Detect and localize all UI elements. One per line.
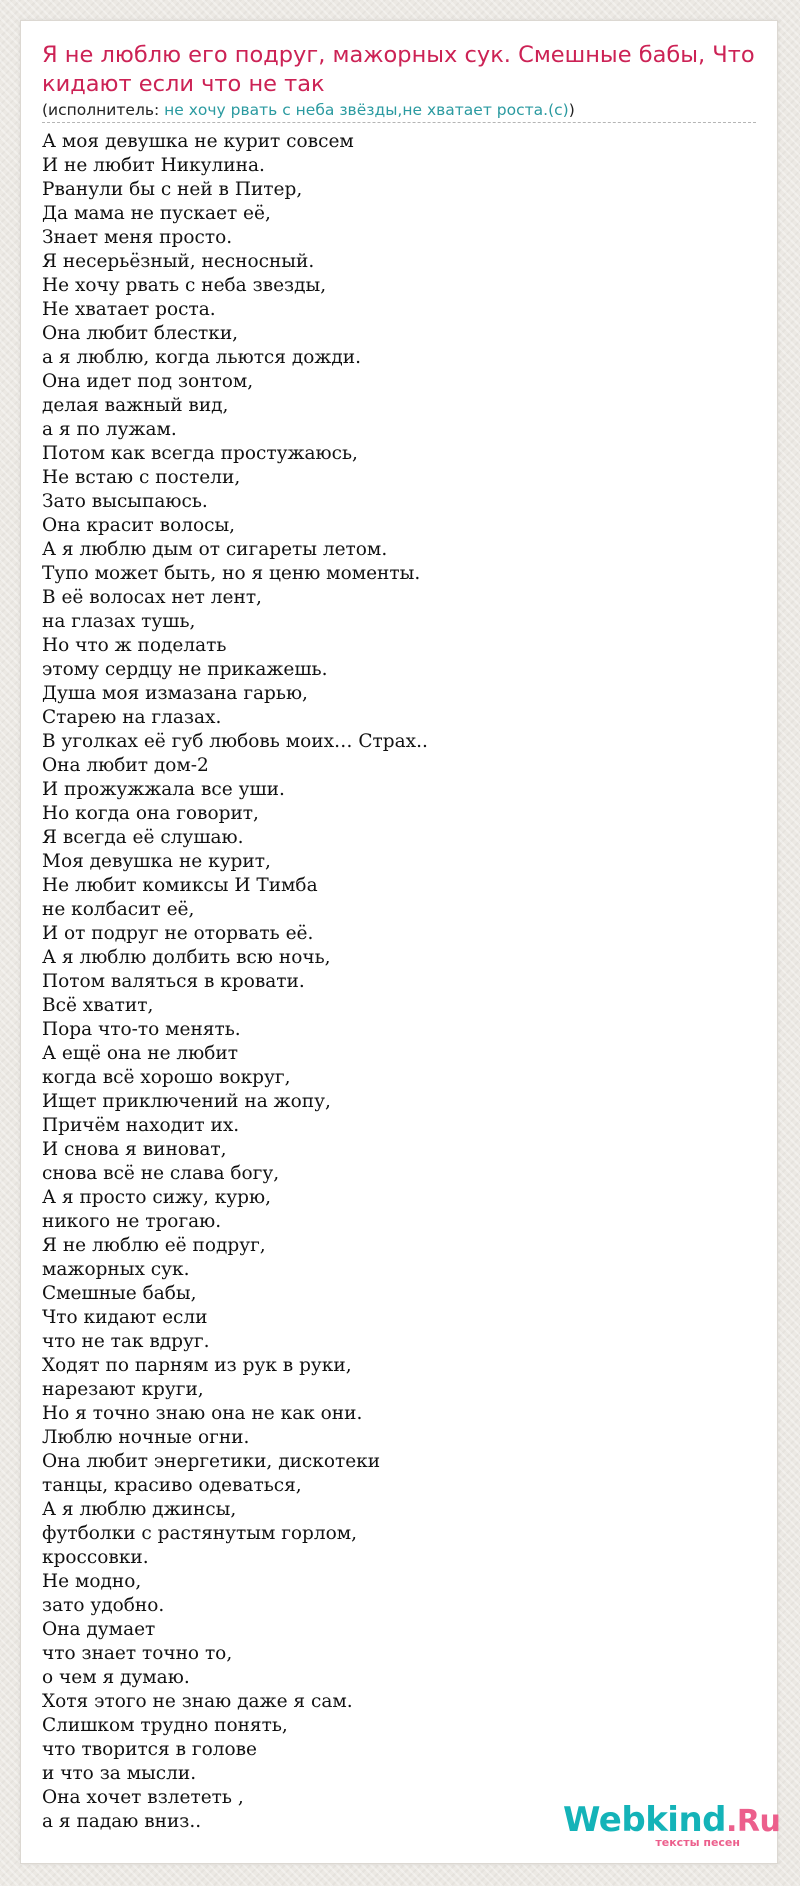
lyric-line: Не модно, (42, 1571, 142, 1592)
lyric-line: Хотя этого не знаю даже я сам. (42, 1691, 353, 1712)
lyric-line: В уголках её губ любовь моих… Страх.. (42, 731, 428, 752)
lyric-line: Но я точно знаю она не как они. (42, 1403, 363, 1424)
lyric-line: Зато высыпаюсь. (42, 491, 208, 512)
lyric-line: Она красит волосы, (42, 515, 236, 536)
lyric-line: Ходят по парням из рук в руки, (42, 1355, 352, 1376)
lyric-line: этому сердцу не прикажешь. (42, 659, 328, 680)
lyric-line: И не любит Никулина. (42, 155, 265, 176)
lyric-line: кроссовки. (42, 1547, 149, 1568)
performer-line (42, 100, 756, 123)
lyric-line: Ищет приключений на жопу, (42, 1091, 331, 1112)
lyric-line: что знает точно то, (42, 1643, 233, 1664)
logo-domain: .Ru (726, 1804, 781, 1839)
lyric-line: Люблю ночные огни. (42, 1427, 250, 1448)
performer-suffix: ) (568, 101, 575, 119)
lyric-line: И от подруг не оторвать её. (42, 923, 314, 944)
lyric-line: Не хватает роста. (42, 299, 216, 320)
lyric-line: что творится в голове (42, 1739, 257, 1760)
lyric-line: Слишком трудно понять, (42, 1715, 288, 1736)
lyric-line: Потом как всегда простужаюсь, (42, 443, 358, 464)
lyric-line: никого не трогаю. (42, 1211, 222, 1232)
lyric-line: мажорных сук. (42, 1259, 190, 1280)
lyric-line: Она любит энергетики, дискотеки (42, 1451, 381, 1472)
lyric-line: Да мама не пускает её, (42, 203, 271, 224)
lyric-line: Но что ж поделать (42, 635, 227, 656)
lyric-line: Душа моя измазана гарью, (42, 683, 308, 704)
lyric-line: и что за мысли. (42, 1763, 197, 1784)
content-card (20, 20, 781, 1864)
lyric-line: Что кидают если (42, 1307, 208, 1328)
lyric-line: Всё хватит, (42, 995, 154, 1016)
lyric-line: И прожужжала все уши. (42, 779, 285, 800)
lyric-line: А я люблю джинсы, (42, 1499, 237, 1520)
lyric-line: нарезают круги, (42, 1379, 204, 1400)
lyric-line: на глазах тушь, (42, 611, 196, 632)
lyric-line: Я не люблю её подруг, (42, 1235, 266, 1256)
logo-tagline: тексты песен (655, 1836, 740, 1849)
lyric-line: Но когда она говорит, (42, 803, 259, 824)
lyric-line: а я падаю вниз.. (42, 1811, 202, 1832)
lyric-line: снова всё не слава богу, (42, 1163, 280, 1184)
lyric-line: Не любит комиксы И Тимба (42, 875, 318, 896)
lyrics-body (42, 130, 742, 1834)
performer-prefix: (исполнитель: (42, 101, 165, 119)
lyric-line: когда всё хорошо вокруг, (42, 1067, 291, 1088)
lyric-line: футболки с растянутым горлом, (42, 1523, 358, 1544)
lyric-line: Старею на глазах. (42, 707, 222, 728)
lyric-line: Рванули бы с ней в Питер, (42, 179, 303, 200)
lyric-line: Она идет под зонтом, (42, 371, 254, 392)
lyric-line: Не встаю с постели, (42, 467, 241, 488)
performer-link[interactable]: не хочу рвать с неба звёзды,не хватает роста.(с) (164, 101, 569, 119)
lyric-line: Она любит дом-2 (42, 755, 209, 776)
lyric-line: танцы, красиво одеваться, (42, 1475, 302, 1496)
lyric-line: А ещё она не любит (42, 1043, 238, 1064)
lyric-line: А я просто сижу, курю, (42, 1187, 272, 1208)
lyric-line: Не хочу рвать с неба звезды, (42, 275, 327, 296)
lyric-line: а я по лужам. (42, 419, 177, 440)
lyric-line: Пора что-то менять. (42, 1019, 241, 1040)
lyric-line: а я люблю, когда льются дожди. (42, 347, 361, 368)
lyric-line: Смешные бабы, (42, 1283, 197, 1304)
lyric-line: А моя девушка не курит совсем (42, 131, 354, 152)
lyric-line: Она хочет взлететь , (42, 1787, 244, 1808)
webkind-logo[interactable] (563, 1800, 781, 1860)
lyric-line: Она думает (42, 1619, 156, 1640)
lyric-line: А я люблю долбить всю ночь, (42, 947, 331, 968)
lyric-line: Моя девушка не курит, (42, 851, 271, 872)
lyric-line: А я люблю дым от сигареты летом. (42, 539, 388, 560)
logo-word: Webkind (563, 1800, 726, 1840)
lyric-line: Я всегда её слушаю. (42, 827, 244, 848)
lyric-line: делая важный вид, (42, 395, 229, 416)
page-title: Я не люблю его подруг, мажорных сук. Смешные бабы, Что кидают если что не так (42, 42, 755, 97)
lyric-line: Причём находит их. (42, 1115, 240, 1136)
lyric-line: о чем я думаю. (42, 1667, 190, 1688)
lyric-line: что не так вдруг. (42, 1331, 210, 1352)
lyric-line: В её волосах нет лент, (42, 587, 262, 608)
lyric-line: Тупо может быть, но я ценю моменты. (42, 563, 421, 584)
lyric-line: Знает меня просто. (42, 227, 233, 248)
lyric-line: И снова я виноват, (42, 1139, 227, 1160)
lyric-line: зато удобно. (42, 1595, 165, 1616)
lyric-line: Я несерьёзный, несносный. (42, 251, 315, 272)
lyric-line: не колбасит её, (42, 899, 195, 920)
lyric-line: Она любит блестки, (42, 323, 239, 344)
lyric-line: Потом валяться в кровати. (42, 971, 305, 992)
